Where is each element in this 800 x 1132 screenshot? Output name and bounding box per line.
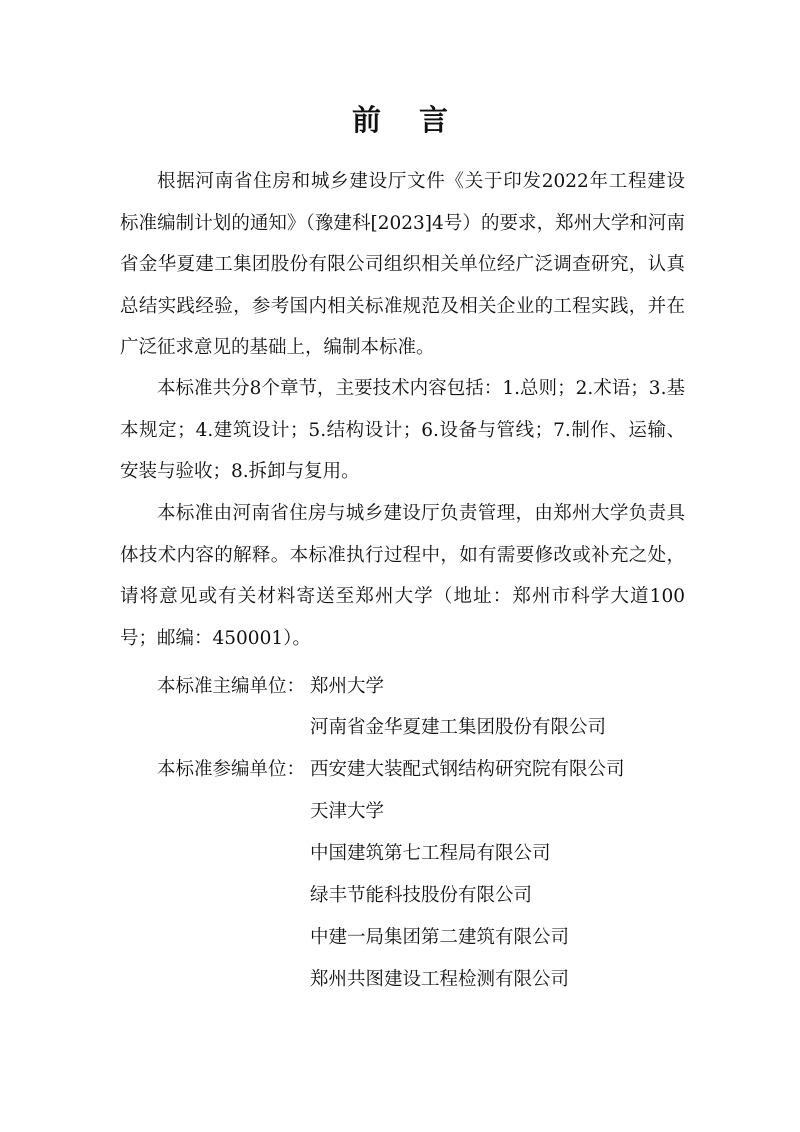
- participating-unit: 绿丰节能科技股份有限公司: [310, 885, 533, 906]
- participating-unit: 西安建大装配式钢结构研究院有限公司: [310, 759, 625, 780]
- participating-unit: 天津大学: [310, 801, 385, 822]
- chief-units-label: 本标准主编单位：: [157, 676, 306, 697]
- chief-unit: 郑州大学: [310, 676, 385, 697]
- paragraph-contents: 本标准共分8个章节，主要技术内容包括：1.总则；2.术语；3.基本规定；4.建筑设计；5.结构设计；6.设备与管线；7.制作、运输、安装与验收；8.拆卸与复用。: [120, 378, 685, 482]
- participating-unit: 中国建筑第七工程局有限公司: [310, 843, 551, 864]
- participating-units-label: 本标准参编单位：: [157, 759, 306, 780]
- page-title: 前 言: [351, 103, 463, 137]
- paragraph-basis: 根据河南省住房和城乡建设厅文件《关于印发2022年工程建设标准编制计划的通知》（豫建科[2023]4号）的要求，郑州大学和河南省金华夏建工集团股份有限公司组织相关单位经广泛调查研究，认真总结实践经验，参考国内相关标准规范及相关企业的工程实践，并在广泛征求意见的基础上，编制本标准。: [120, 171, 685, 358]
- participating-unit: 郑州共图建设工程检测有限公司: [310, 969, 570, 990]
- paragraph-management: 本标准由河南省住房与城乡建设厅负责管理，由郑州大学负责具体技术内容的解释。本标准执行过程中，如有需要修改或补充之处，请将意见或有关材料寄送至郑州大学（地址：郑州市科学大道100号；邮编：450001）。: [120, 503, 685, 649]
- chief-unit: 河南省金华夏建工集团股份有限公司: [310, 717, 607, 738]
- participating-unit: 中建一局集团第二建筑有限公司: [310, 927, 570, 948]
